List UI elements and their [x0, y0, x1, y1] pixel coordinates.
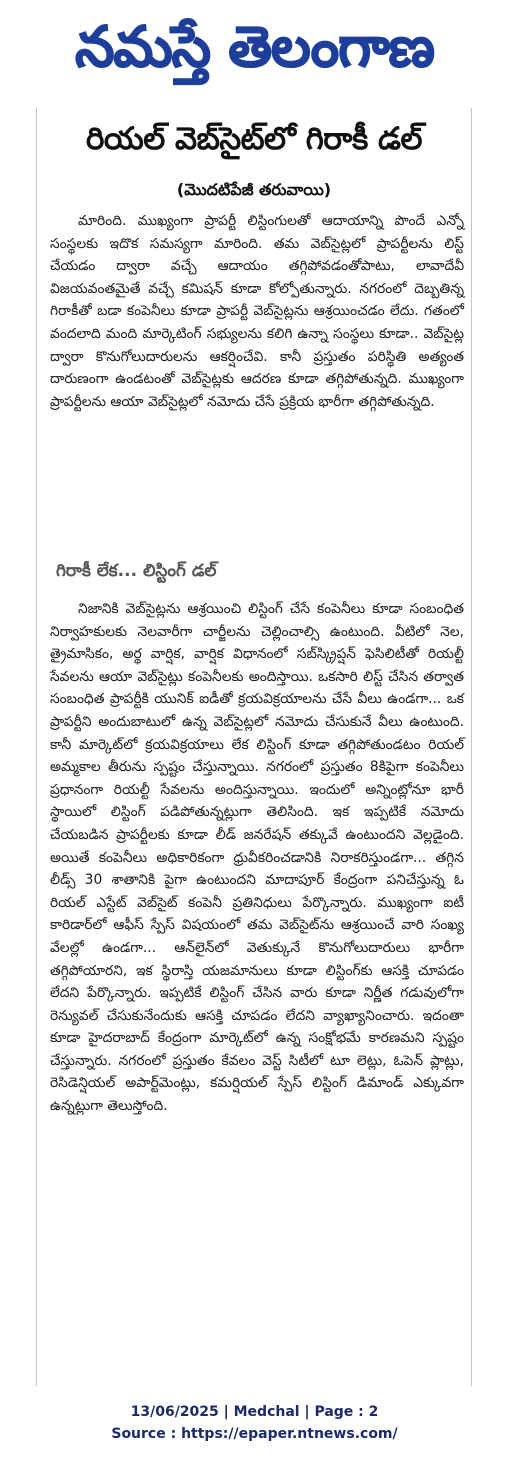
continued-from-label — [36, 176, 472, 206]
footer-meta: 13/06/2025 | Medchal | Page : 2 — [130, 1404, 379, 1420]
clipping-footer — [0, 1396, 509, 1450]
article-paragraph-2 — [50, 598, 464, 1380]
paragraph-1-text: మారింది. ముఖ్యంగా ప్రాపర్టీ లిస్టింగులతో ఆదాయాన్ని పొందే ఎన్నో సంస్థలకు ఇదొక సమస్యగా మారింది. తమ వెబ్‌సైట్లలో ప్రాపర్టీలను లిస్ట్ చేయడం ద్వారా వచ్చే ఆదాయం తగ్గిపోవడంతోపాటు, లావాదేవీ విజయవంతమైతే వచ్చే కమిషన్ కూడా కోల్పోతున్నారు. నగరంలో దెబ్బతిన్న గిరాకీతో బడా కంపెనీలు కూడా ప్రాపర్టీ వెబ్‌సైట్లను ఆశ్రయించడం లేదు. గతంలో వందలాది మంది మార్కెటింగ్ సభ్యులను కలిగి ఉన్నా సంస్థలు కూడా.. వెబ్‌సైట్ల ద్వారా కొనుగోలుదారులను ఆకర్షించేవి. కానీ ప్రస్తుతం పరిస్థితి అత్యంత దారుణంగా ఉండటంతో వెబ్‌సైట్లకు ఆదరణ కూడా తగ్గిపోతున్నది. ముఖ్యంగా ప్రాపర్టీలను ఆయా వెబ్‌సైట్లలో నమోదు చేసే ప్రక్రియ భారీగా తగ్గిపోతున్నది. — [50, 213, 464, 410]
footer-source-link[interactable]: Source : https://epaper.ntnews.com/ — [111, 1426, 398, 1442]
headline-text: రియల్ వెబ్‌సైట్‌లో గిరాకీ డల్ — [86, 120, 422, 157]
subheading-text: గిరాకీ లేక... లిస్టింగ్ డల్ — [56, 561, 217, 581]
article-subheading — [36, 554, 472, 592]
article-paragraph-1 — [50, 210, 464, 548]
paragraph-2-text: నిజానికి వెబ్‌సైట్లను ఆశ్రయించి లిస్టింగ్ చేసే కంపెనీలు కూడా సంబంధిత నిర్వాహకులకు నెలవారీగా చార్జీలను చెల్లించాల్సి ఉంటుంది. వీటిలో నెల, త్రైమాసికం, అర్థ వార్షిక, వార్షిక విధానంలో సబ్‌స్క్రిప్షన్ ఫెసిలిటీతో రియల్టీ సేవలను ఆయా వెబ్‌సైట్లు కంపెనీలకు అందిస్తాయి. ఒకసారి లిస్ట్ చేసిన తర్వాత సంబంధిత ప్రాపర్టీకి యునిక్ ఐడీతో క్రయవిక్రయాలను చేసే వీలు ఉండగా... ఒక ప్రాపర్టీని అందుబాటులో ఉన్న వెబ్‌సైట్లలో నమోదు చేసుకునే వీలు ఉంటుంది. కానీ మార్కెట్‌లో క్రయవిక్రయాలు లేక లిస్టింగ్ కూడా తగ్గిపోతుండటం రియల్ అమ్మకాల తీరును స్పష్టం చేస్తున్నాయి. నగరంలో ప్రస్తుతం 8కిపైగా కంపెనీలు ప్రధానంగా రియల్టీ సేవలను అందిస్తున్నాయి. ఇందులో అన్నింట్లోనూ భారీ స్థాయిలో లిస్టింగ్ పడిపోతున్నట్లుగా తెలిసింది. ఇక ఇప్పటికే నమోదు చేయబడిన ప్రాపర్టీలకు కూడా లీడ్ జనరేషన్ తక్కువే ఉంటుందని వెల్లడైంది. అయితే కంపెనీలు అధికారికంగా ధ్రువీకరించడానికి నిరాకరిస్తుండగా... తగ్గిన లీడ్స్ 30 శాతానికి పైగా ఉంటుందని మాదాపూర్ కేంద్రంగా పనిచేస్తున్న ఓ రియల్ ఎస్టేట్ వెబ్‌సైట్ కంపెనీ ప్రతినిధులు పేర్కొన్నారు. ముఖ్యంగా ఐటీ కారిడార్‌లో ఆఫీస్ స్పేస్ విషయంలో తమ వెబ్‌సైట్‌ను ఆశ్రయించే వారి సంఖ్య వేలల్లో ఉండగా... ఆన్‌లైన్‌లో వెతుక్కునే కొనుగోలుదారులు భారీగా తగ్గిపోయారని, ఇక స్థిరాస్తి యజమానులు కూడా లిస్టింగ్‌కు ఆసక్తి చూపడం లేదని పేర్కొన్నారు. ఇప్పటికే లిస్టింగ్ చేసిన వారు కూడా నిర్ణీత గడువులోగా రెన్యువల్ చేసుకునేందుకు ఆసక్తి చూపడం లేదని వ్యాఖ్యానించారు. ఇదంతా కూడా హైదరాబాద్ కేంద్రంగా మార్కెట్‌లో ఉన్న సంక్షోభమే కారణమని స్పష్టం చేస్తున్నారు. నగరంలో ప్రస్తుతం కేవలం వెస్ట్ సిటీలో టూ లెట్లు, ఓపెన్ ప్లాట్లు, రెసిడెన్షియల్ అపార్ట్‌మెంట్లు, కమర్షియల్ స్పేస్ లిస్టింగ్ డిమాండ్ ఎక్కువగా ఉన్నట్లుగా తెలుస్తోంది. — [50, 601, 464, 1115]
article-headline — [36, 112, 472, 172]
continued-from-text: (మొదటిపేజీ తరువాయి) — [176, 179, 332, 199]
masthead-title: నమస్తే తెలంగాణ — [75, 15, 434, 80]
newspaper-masthead — [0, 0, 509, 96]
